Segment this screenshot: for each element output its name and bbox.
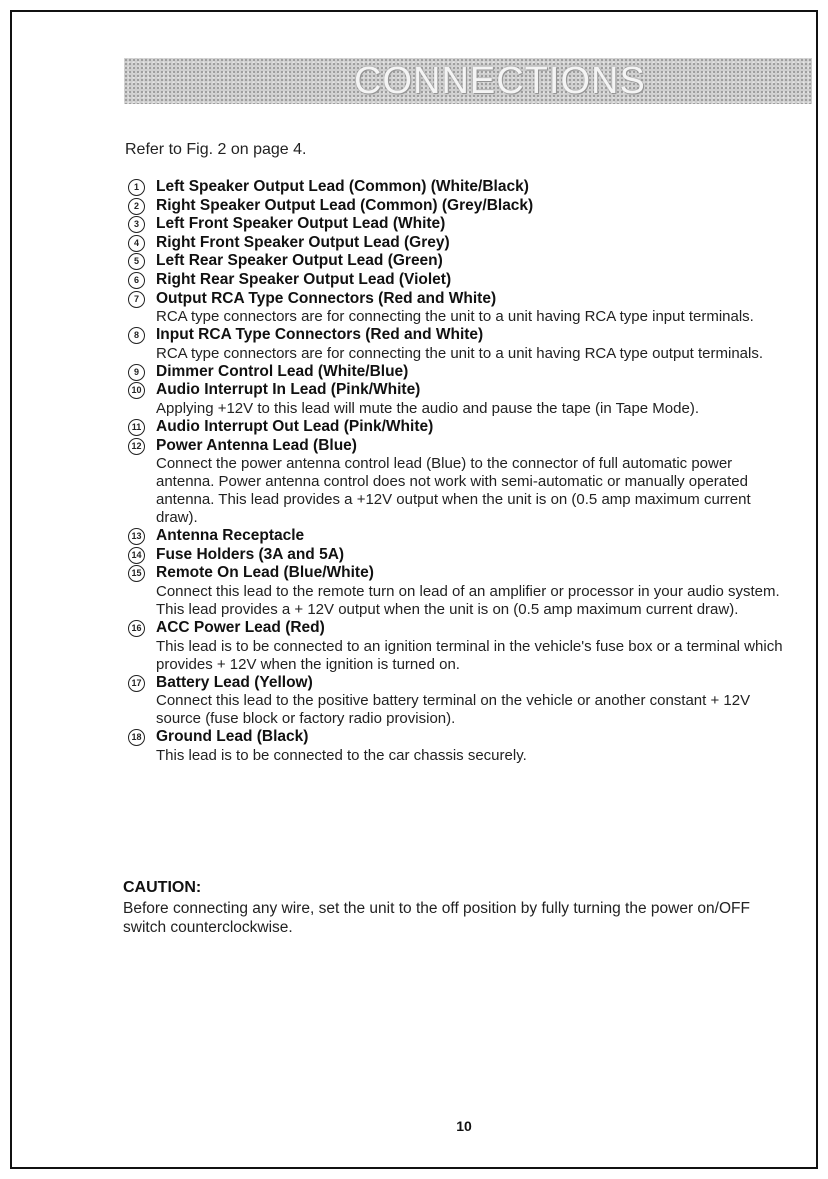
item-description: RCA type connectors are for connecting the unit to a unit having RCA type input terminals. (156, 308, 754, 326)
item-title: Right Front Speaker Output Lead (Grey) (156, 233, 450, 251)
list-item (128, 234, 788, 253)
item-description: Connect this lead to the remote turn on lead of an amplifier or processor in your audio system. This lead provides a + 12V output when the unit is on (0.5 amp maximum current draw). (156, 582, 780, 618)
intro-text: Refer to Fig. 2 on page 4. (125, 141, 307, 158)
list-item (128, 252, 788, 271)
item-number: 13 (128, 528, 145, 545)
item-number: 5 (128, 253, 145, 270)
list-item (128, 728, 788, 765)
list-item (128, 674, 788, 729)
item-title: Remote On Lead (Blue/White) (156, 564, 374, 582)
item-description: This lead is to be connected to an ignition terminal in the vehicle's fuse box or a terminal which provides + 12V when the ignition is turned on. (156, 637, 783, 673)
list-item (128, 178, 788, 197)
item-number: 12 (128, 438, 145, 455)
item-number: 8 (128, 327, 145, 344)
item-number: 4 (128, 235, 145, 252)
item-description: Connect the power antenna control lead (Blue) to the connector of full automatic power antenna. Power antenna control does not work with semi-automatic or manually operated antenna. This lead provides a +12V output when the unit is on (0.5 amp maximum current draw). (156, 455, 751, 527)
list-item (128, 437, 788, 528)
list-item (128, 271, 788, 290)
caution-text: Before connecting any wire, set the unit to the off position by fully turning the power on/OFF switch counterclockwise. (123, 900, 750, 936)
list-item (128, 564, 788, 619)
item-title: Audio Interrupt In Lead (Pink/White) (156, 381, 421, 399)
item-title: Ground Lead (Black) (156, 728, 309, 746)
item-number: 7 (128, 291, 145, 308)
item-number: 15 (128, 565, 145, 582)
item-number: 16 (128, 620, 145, 637)
item-title: Fuse Holders (3A and 5A) (156, 545, 345, 563)
item-title: Output RCA Type Connectors (Red and White) (156, 289, 497, 307)
item-title: Left Front Speaker Output Lead (White) (156, 215, 446, 233)
item-title: Left Rear Speaker Output Lead (Green) (156, 252, 443, 270)
item-number: 10 (128, 382, 145, 399)
connection-list (128, 178, 788, 765)
list-item (128, 418, 788, 437)
list-item (128, 290, 788, 327)
item-number: 14 (128, 547, 145, 564)
item-number: 6 (128, 272, 145, 289)
item-number: 11 (128, 419, 145, 436)
item-title: Power Antenna Lead (Blue) (156, 436, 357, 454)
item-title: Right Speaker Output Lead (Common) (Grey/Black) (156, 196, 534, 214)
item-description: Connect this lead to the positive battery terminal on the vehicle or another constant + 12V source (fuse block or factory radio provision). (156, 692, 751, 728)
list-item (128, 527, 788, 546)
item-title: Battery Lead (Yellow) (156, 673, 313, 691)
list-item (128, 619, 788, 674)
item-title: ACC Power Lead (Red) (156, 618, 325, 636)
list-item (128, 326, 788, 363)
item-number: 18 (128, 729, 145, 746)
list-item (128, 546, 788, 565)
item-title: Dimmer Control Lead (White/Blue) (156, 362, 409, 380)
item-description: Applying +12V to this lead will mute the audio and pause the tape (in Tape Mode). (156, 399, 699, 417)
item-number: 2 (128, 198, 145, 215)
caution-heading: CAUTION: (123, 879, 202, 896)
item-title: Antenna Receptacle (156, 527, 305, 545)
item-number: 9 (128, 364, 145, 381)
list-item (128, 197, 788, 216)
item-title: Audio Interrupt Out Lead (Pink/White) (156, 417, 434, 435)
list-item (128, 215, 788, 234)
item-number: 1 (128, 179, 145, 196)
page-title: CONNECTIONS (354, 60, 646, 102)
item-title: Input RCA Type Connectors (Red and White) (156, 326, 484, 344)
item-title: Left Speaker Output Lead (Common) (White/Black) (156, 178, 529, 195)
item-number: 17 (128, 675, 145, 692)
item-description: This lead is to be connected to the car chassis securely. (156, 746, 527, 764)
list-item (128, 363, 788, 382)
item-title: Right Rear Speaker Output Lead (Violet) (156, 270, 452, 288)
page-number: 10 (456, 1118, 472, 1134)
item-number: 3 (128, 216, 145, 233)
item-description: RCA type connectors are for connecting the unit to a unit having RCA type output terminals. (156, 344, 764, 362)
list-item (128, 381, 788, 418)
